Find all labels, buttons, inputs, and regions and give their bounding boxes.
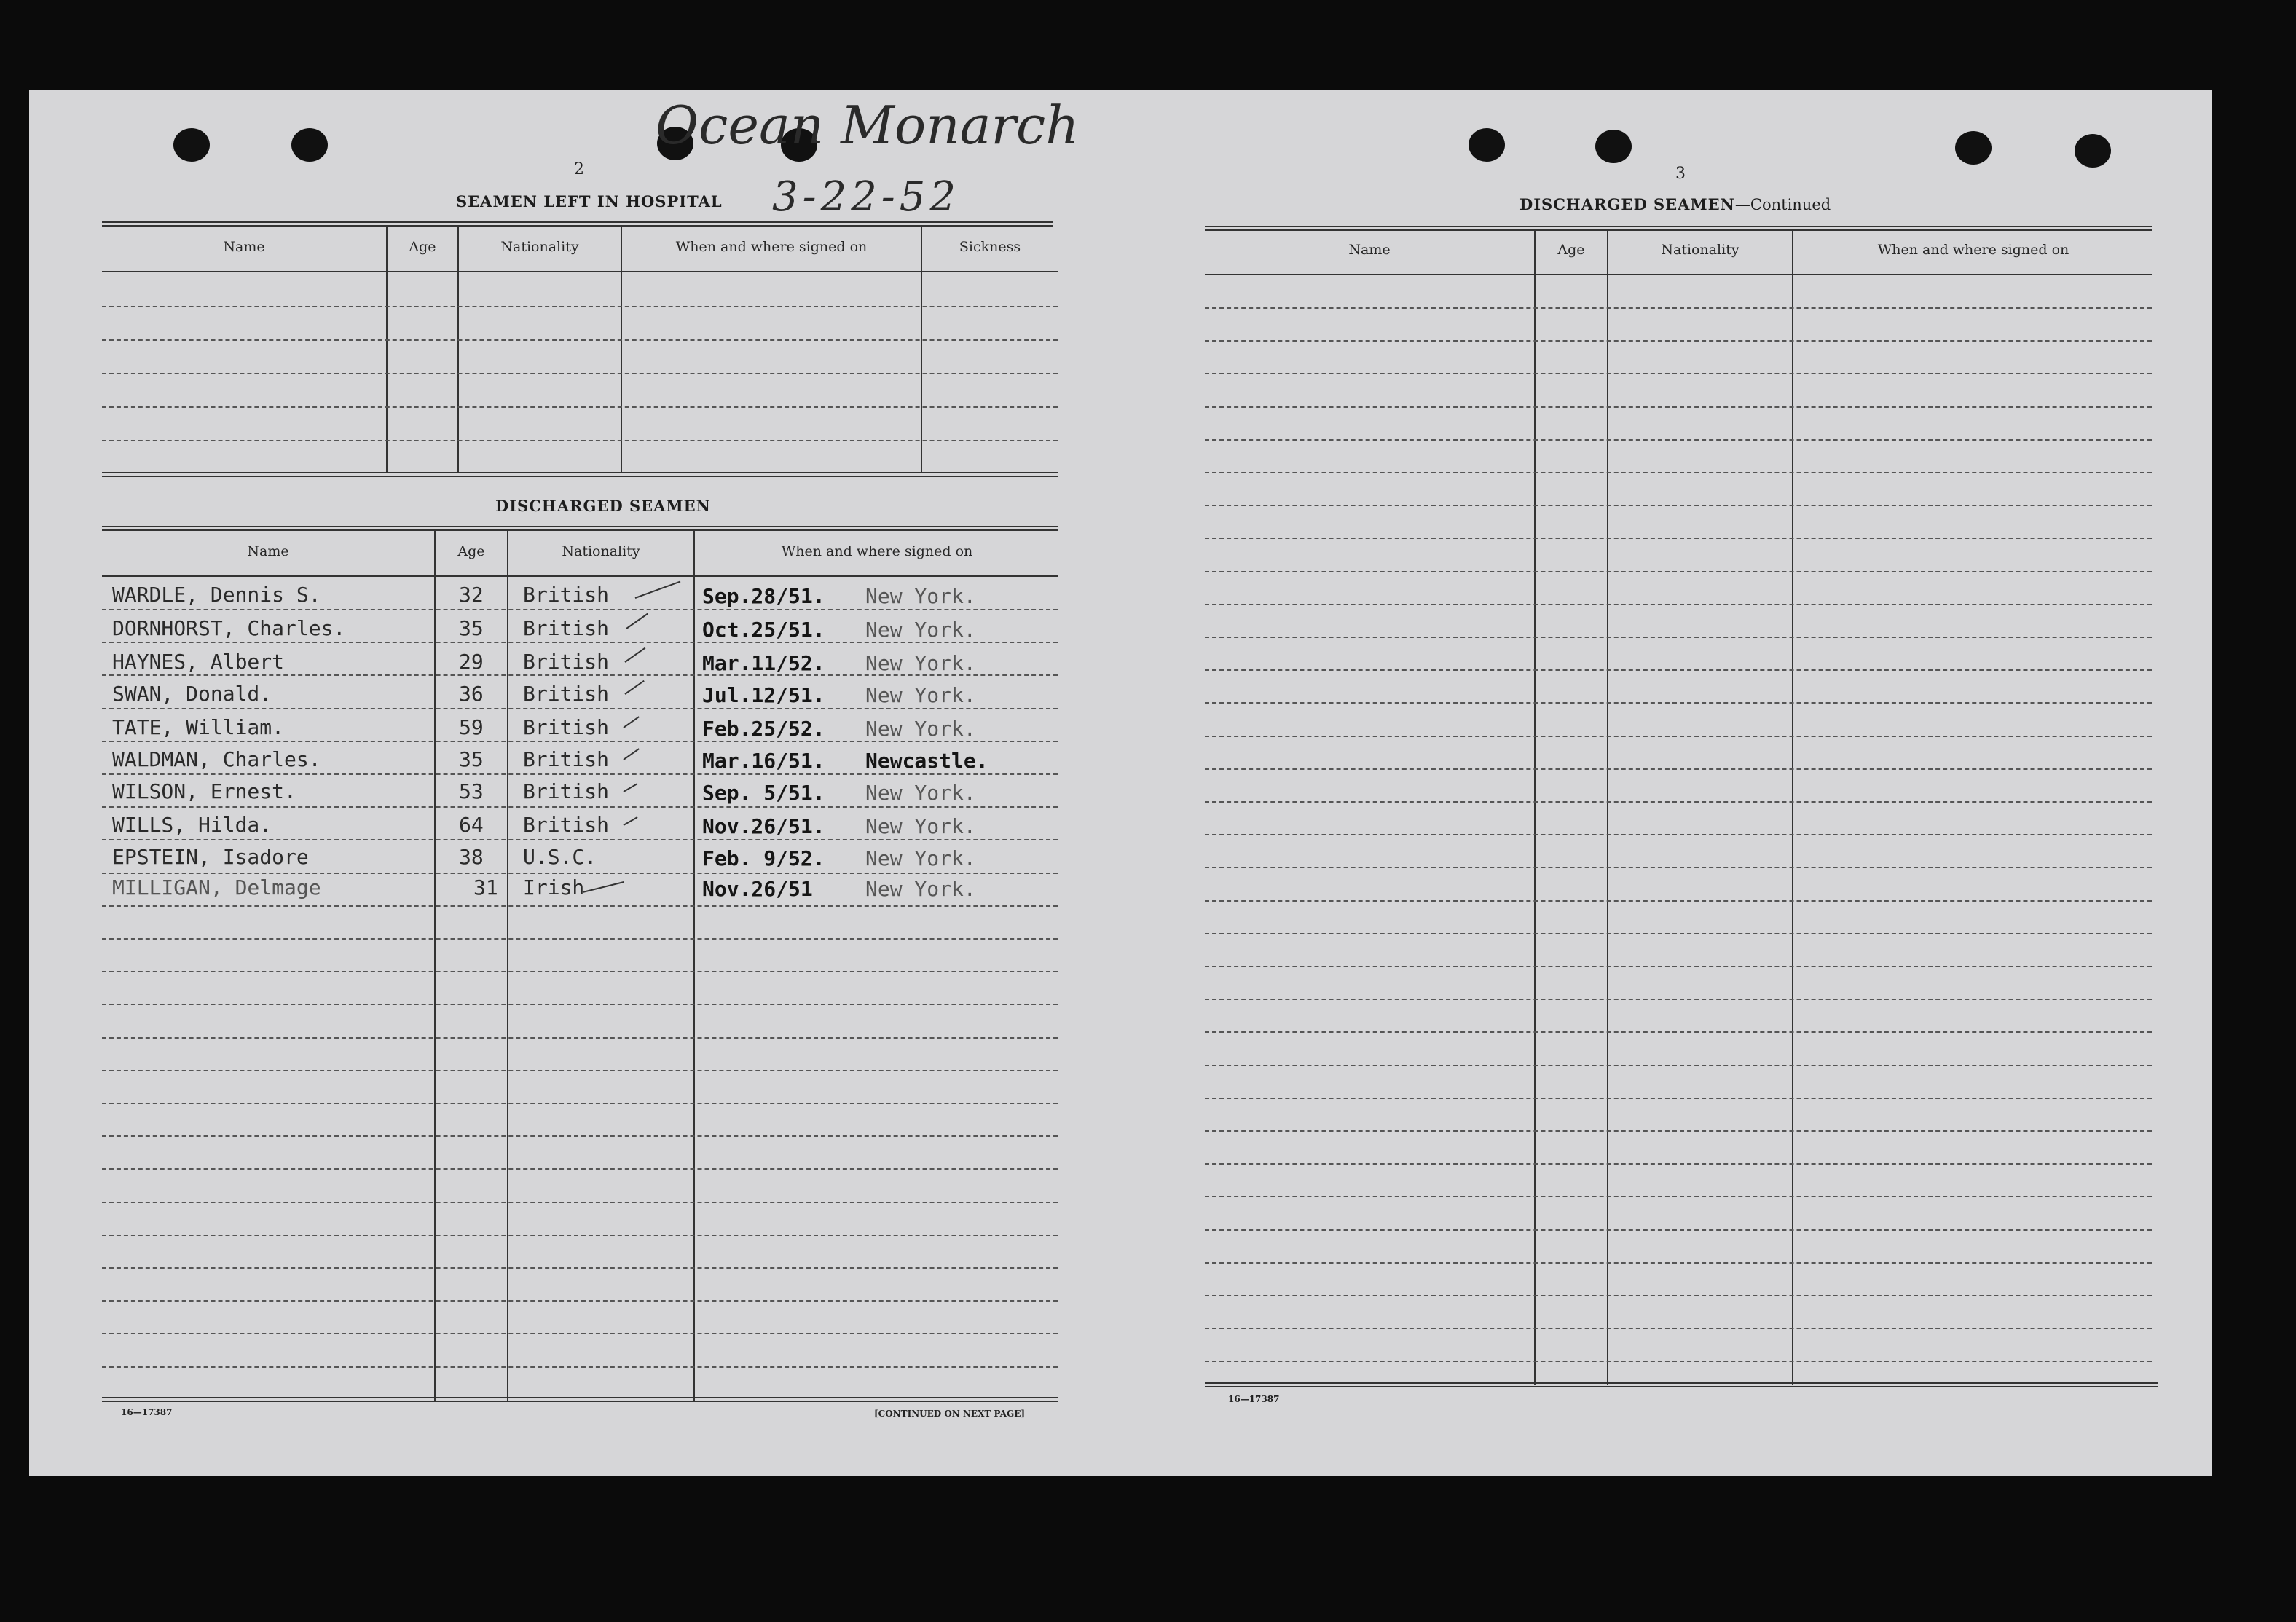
table-top-rule <box>1205 226 2152 231</box>
row-line <box>1205 1361 2152 1362</box>
row-line <box>1205 538 2152 539</box>
discharged-section-title: DISCHARGED SEAMEN <box>495 497 711 515</box>
header-rule <box>1205 274 2152 275</box>
age-cell: 31 <box>473 875 498 899</box>
page-number: 3 <box>1675 165 1686 183</box>
table-bottom-rule <box>102 472 1058 477</box>
punch-hole <box>1955 131 1992 165</box>
row-line <box>1205 1098 2152 1099</box>
signed-place-cell: Newcastle. <box>865 749 988 773</box>
row-line <box>1205 1031 2152 1033</box>
column-header: Nationality <box>500 239 579 255</box>
row-line <box>102 373 1058 374</box>
row-line <box>102 839 1058 840</box>
age-cell: 59 <box>459 715 484 739</box>
row-line <box>1205 1163 2152 1165</box>
column-header: Nationality <box>1661 242 1739 258</box>
signed-place-cell: New York. <box>865 877 976 901</box>
nationality-cell: British <box>523 583 610 607</box>
row-line <box>1205 439 2152 441</box>
page-number: 2 <box>574 160 584 178</box>
table-bottom-rule <box>1205 1382 2158 1387</box>
hospital-section-title: SEAMEN LEFT IN HOSPITAL <box>456 192 723 210</box>
column-header: When and where signed on <box>675 239 868 255</box>
row-line <box>1205 571 2152 572</box>
column-divider <box>386 226 388 473</box>
row-line <box>102 1004 1058 1005</box>
row-line <box>1205 340 2152 342</box>
column-header: Age <box>457 543 485 559</box>
row-line <box>1205 933 2152 934</box>
column-header: When and where signed on <box>781 543 973 559</box>
row-line <box>1205 966 2152 967</box>
nationality-cell: British <box>523 715 610 739</box>
nationality-cell: British <box>523 616 610 640</box>
row-line <box>1205 1065 2152 1066</box>
row-line <box>102 773 1058 775</box>
row-line <box>1205 1262 2152 1264</box>
row-line <box>102 406 1058 408</box>
column-header: Age <box>409 239 436 255</box>
row-line <box>102 1037 1058 1039</box>
row-line <box>102 1103 1058 1104</box>
column-header: Name <box>223 239 265 255</box>
nationality-cell: British <box>523 813 610 837</box>
form-number: 16—17387 <box>121 1407 173 1417</box>
column-divider <box>457 226 459 473</box>
row-line <box>102 609 1058 610</box>
age-cell: 29 <box>459 650 484 674</box>
signed-date-cell: Nov.26/51. <box>702 814 825 838</box>
name-cell: EPSTEIN, Isadore <box>112 845 309 869</box>
name-cell: WILLS, Hilda. <box>112 813 272 837</box>
nationality-cell: U.S.C. <box>523 845 597 869</box>
name-cell: TATE, William. <box>112 715 285 739</box>
row-line <box>1205 669 2152 671</box>
row-line <box>1205 801 2152 803</box>
row-line <box>102 306 1058 307</box>
column-divider <box>1534 230 1536 1385</box>
name-cell: WALDMAN, Charles. <box>112 747 321 771</box>
header-rule <box>102 575 1058 577</box>
signed-place-cell: New York. <box>865 846 976 870</box>
column-header: Sickness <box>959 239 1021 255</box>
row-line <box>1205 604 2152 605</box>
row-line <box>1205 373 2152 374</box>
nationality-cell: British <box>523 779 610 803</box>
column-divider <box>693 530 695 1401</box>
age-cell: 36 <box>459 682 484 706</box>
signed-date-cell: Mar.16/51. <box>702 749 825 773</box>
row-line <box>1205 307 2152 309</box>
row-line <box>1205 834 2152 835</box>
table-top-rule <box>102 221 1053 227</box>
column-divider <box>621 226 622 473</box>
signed-date-cell: Sep.28/51. <box>702 584 825 608</box>
row-line <box>102 708 1058 709</box>
section-title-main: DISCHARGED SEAMEN <box>1519 195 1735 213</box>
nationality-cell: British <box>523 747 610 771</box>
column-divider <box>1607 230 1608 1385</box>
punch-hole <box>1469 128 1505 162</box>
signed-place-cell: New York. <box>865 683 976 707</box>
row-line <box>102 971 1058 972</box>
row-line <box>1205 1130 2152 1132</box>
row-line <box>102 1267 1058 1269</box>
column-divider <box>434 530 436 1401</box>
row-line <box>1205 1196 2152 1197</box>
row-line <box>102 1168 1058 1170</box>
column-divider <box>1792 230 1793 1385</box>
name-cell: SWAN, Donald. <box>112 682 272 706</box>
row-line <box>1205 702 2152 704</box>
column-header: Age <box>1557 242 1585 258</box>
signed-date-cell: Jul.12/51. <box>702 683 825 707</box>
row-line <box>1205 1295 2152 1296</box>
age-cell: 35 <box>459 747 484 771</box>
signed-date-cell: Mar.11/52. <box>702 651 825 675</box>
row-line <box>102 1366 1058 1368</box>
row-line <box>1205 999 2152 1000</box>
name-cell: HAYNES, Albert <box>112 650 285 674</box>
nationality-cell: British <box>523 650 610 674</box>
continued-section-title <box>1519 195 1831 213</box>
row-line <box>1205 1328 2152 1329</box>
row-line <box>1205 736 2152 737</box>
row-line <box>1205 867 2152 868</box>
row-line <box>1205 768 2152 770</box>
name-cell: MILLIGAN, Delmage <box>112 875 321 899</box>
handwritten-ship-name: Ocean Monarch <box>656 95 1080 156</box>
table-top-rule <box>102 526 1058 531</box>
row-line <box>102 873 1058 874</box>
signed-date-cell: Feb.25/52. <box>702 717 825 741</box>
name-cell: WARDLE, Dennis S. <box>112 583 321 607</box>
nationality-cell: Irish <box>523 875 585 899</box>
row-line <box>102 1235 1058 1236</box>
section-title-continued: —Continued <box>1734 196 1831 213</box>
row-line <box>102 905 1058 907</box>
name-cell: WILSON, Ernest. <box>112 779 296 803</box>
signed-place-cell: New York. <box>865 618 976 642</box>
row-line <box>1205 406 2152 408</box>
row-line <box>102 339 1058 341</box>
punch-hole <box>291 128 328 162</box>
signed-place-cell: New York. <box>865 781 976 805</box>
signed-place-cell: New York. <box>865 651 976 675</box>
row-line <box>102 1202 1058 1203</box>
continued-note: [CONTINUED ON NEXT PAGE] <box>874 1409 1026 1419</box>
age-cell: 53 <box>459 779 484 803</box>
punch-hole <box>1595 130 1632 163</box>
row-line <box>102 1135 1058 1137</box>
signed-date-cell: Nov.26/51 <box>702 877 813 901</box>
column-header: Name <box>247 543 289 559</box>
header-rule <box>102 271 1058 272</box>
row-line <box>102 938 1058 940</box>
row-line <box>102 806 1058 808</box>
name-cell: DORNHORST, Charles. <box>112 616 346 640</box>
row-line <box>1205 1229 2152 1231</box>
table-bottom-rule <box>102 1397 1058 1402</box>
column-header: Nationality <box>562 543 640 559</box>
signed-date-cell: Oct.25/51. <box>702 618 825 642</box>
column-header: When and where signed on <box>1877 242 2069 258</box>
age-cell: 35 <box>459 616 484 640</box>
row-line <box>102 1300 1058 1302</box>
form-number: 16—17387 <box>1228 1394 1280 1404</box>
row-line <box>102 1070 1058 1071</box>
row-line <box>1205 472 2152 473</box>
column-divider <box>921 226 922 473</box>
age-cell: 38 <box>459 845 484 869</box>
row-line <box>1205 900 2152 902</box>
row-line <box>102 1333 1058 1334</box>
punch-hole <box>173 128 210 162</box>
row-line <box>102 440 1058 441</box>
row-line <box>1205 505 2152 506</box>
row-line <box>102 741 1058 742</box>
column-header: Name <box>1348 242 1391 258</box>
punch-hole <box>2075 134 2111 168</box>
signed-date-cell: Sep. 5/51. <box>702 781 825 805</box>
nationality-cell: British <box>523 682 610 706</box>
signed-place-cell: New York. <box>865 814 976 838</box>
age-cell: 64 <box>459 813 484 837</box>
row-line <box>1205 637 2152 638</box>
row-line <box>102 642 1058 643</box>
column-divider <box>507 530 508 1401</box>
signed-place-cell: New York. <box>865 717 976 741</box>
age-cell: 32 <box>459 583 484 607</box>
handwritten-date: 3-22-52 <box>772 173 960 221</box>
signed-place-cell: New York. <box>865 584 976 608</box>
signed-date-cell: Feb. 9/52. <box>702 846 825 870</box>
